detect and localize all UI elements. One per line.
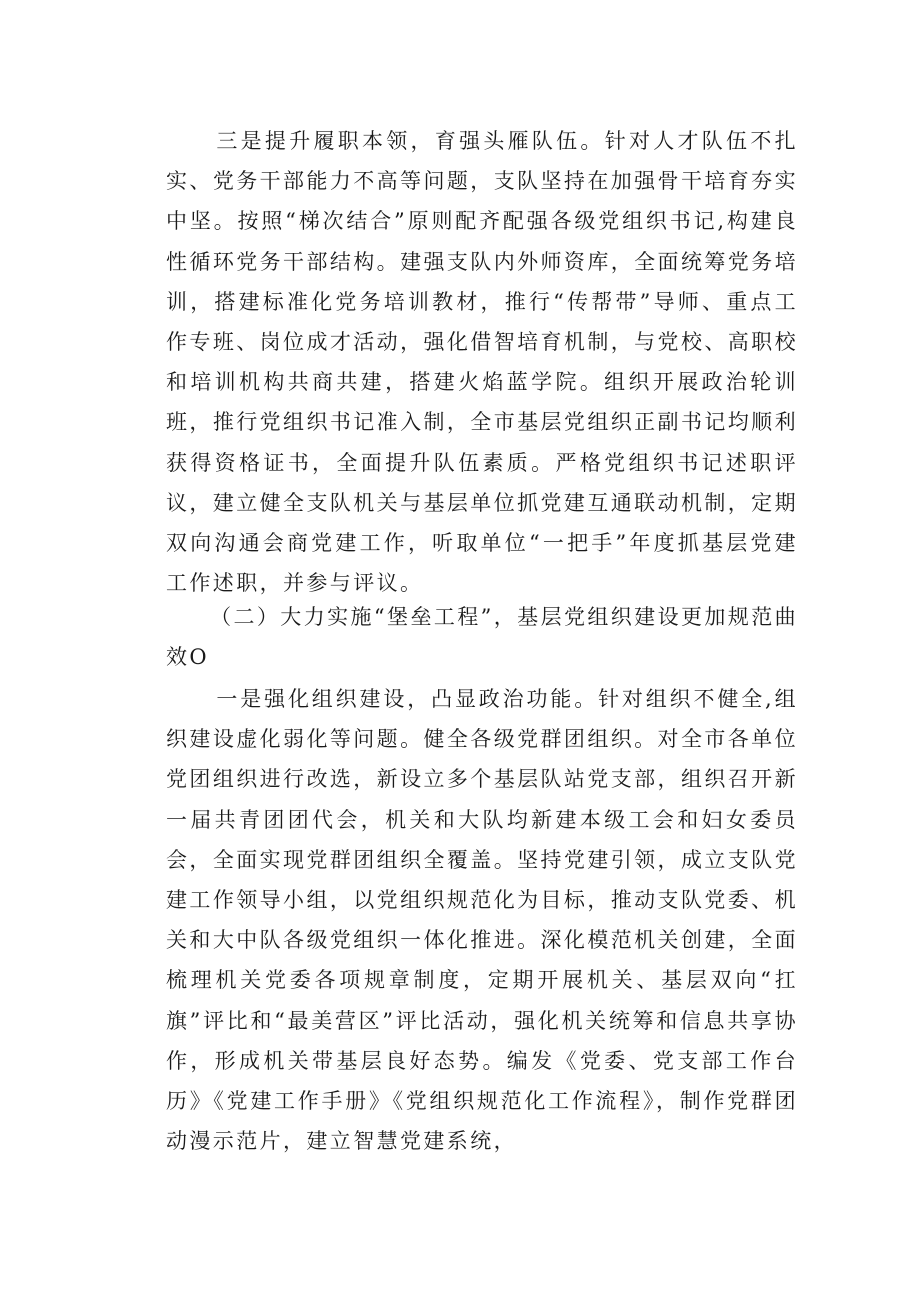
paragraph-organization-building: 一是强化组织建设，凸显政治功能。针对组织不健全,组织建设虚化弱化等问题。健全各级党群团组织。对全市各单位党团组织进行改选，新设立多个基层队站党支部，组织召开新一届共青团团代会，机关和大队均新建本级工会和妇女委员会，全面实现党群团组织全覆盖。坚持党建引领，成立支队党建工作领导小组，以党组织规范化为目标，推动支队党委、机关和大中队各级党组织一体化推进。深化模范机关创建，全面梳理机关党委各项规章制度，定期开展机关、基层双向“扛旗”评比和“最美营区”评比活动，强化机关统筹和信息共享协作，形成机关带基层良好态势。编发《党委、党支部工作台历》《党建工作手册》《党组织规范化工作流程》，制作党群团动漫示范片，建立智慧党建系统， (166, 687, 798, 1154)
paragraph-capability-improvement: 三是提升履职本领，育强头雁队伍。针对人才队伍不扎实、党务干部能力不高等问题，支队坚持在加强骨干培育夯实中坚。按照“梯次结合”原则配齐配强各级党组织书记,构建良性循环党务干部结构。建强支队内外师资库，全面统筹党务培训，搭建标准化党务培训教材，推行“传帮带”导师、重点工作专班、岗位成才活动，强化借智培育机制，与党校、高职校和培训机构共商共建，搭建火焰蓝学院。组织开展政治轮训班，推行党组织书记准入制，全市基层党组织正副书记均顺利获得资格证书，全面提升队伍素质。严格党组织书记述职评议，建立健全支队机关与基层单位抓党建互通联动机制，定期双向沟通会商党建工作，听取单位“一把手”年度抓基层党建工作述职，并参与评议。 (166, 129, 798, 596)
paragraph-block-2 (166, 679, 798, 1161)
section-heading-fortress-project: （二）大力实施“堡垒工程”，基层党组织建设更加规范曲效O (166, 605, 798, 670)
paragraph-block-1 (166, 121, 798, 603)
